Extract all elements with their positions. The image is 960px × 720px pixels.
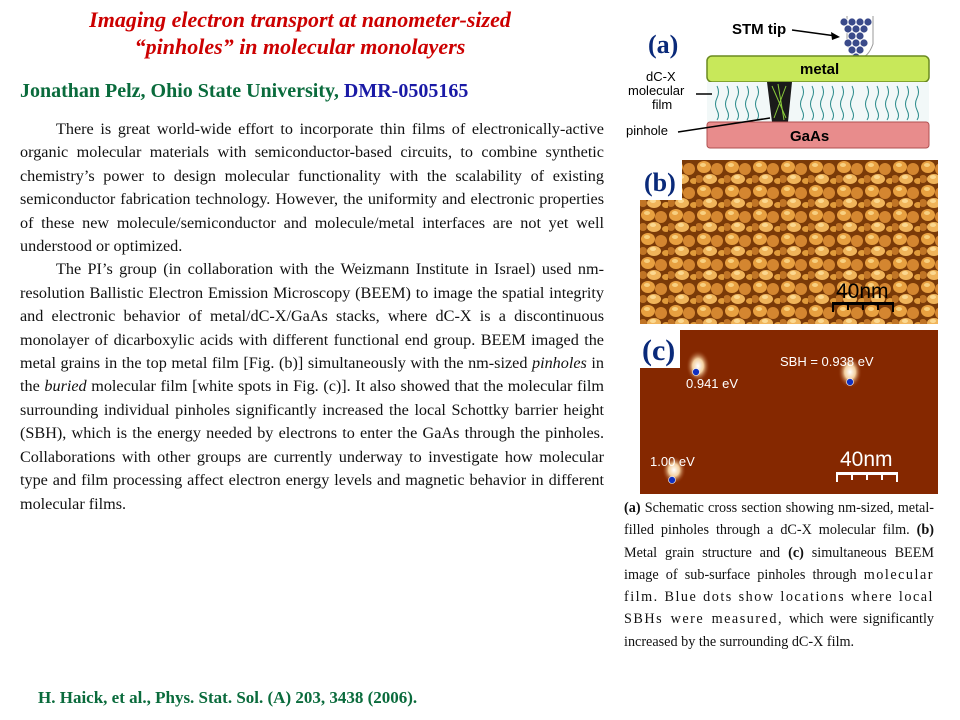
metal-grain-texture xyxy=(640,160,938,324)
caption-text-a: Schematic cross section showing nm-sized, metal-filled pinholes through a dC-X molecular film. xyxy=(624,500,934,539)
sbh-prefix: SBH = xyxy=(780,354,822,369)
body-text xyxy=(20,118,604,516)
sbh-value: 0.938 eV xyxy=(821,354,874,369)
p2-buried: buried xyxy=(44,377,87,396)
panel-a-schematic xyxy=(612,14,942,154)
scale-label-b: 40nm xyxy=(836,280,889,303)
panel-b-label: (b) xyxy=(644,168,676,197)
film-label-line-1: dC-X xyxy=(646,69,676,84)
panel-a-label: (a) xyxy=(648,30,679,59)
film-label-line-3: film xyxy=(652,97,673,112)
p2-text-a: The PI’s group (in collaboration with the Weizmann Institute in Israel) used nm-resolution Ballistic Electron Emission Microscopy (BEEM) to image the spatial integrity and electronic behavior of metal/dC-X/GaAs stacks, where dC-X is a discontinuous monolayer of dicarboxylic acids with different functional end group. BEEM imaged the metal grains in the top metal film [Fig. (b)] simultaneously with the nm-sized xyxy=(20,260,604,373)
caption-text-b: Metal grain structure and xyxy=(624,544,789,561)
title-line-2: “pinholes” in molecular monolayers xyxy=(134,34,466,59)
figure-caption xyxy=(624,497,934,653)
p2-pinholes: pinholes xyxy=(531,354,587,373)
author-line xyxy=(20,80,620,103)
caption-text-end: which were significantly increased by the surrounding dC-X film. xyxy=(624,611,935,650)
film-label-line-2: molecular xyxy=(628,83,685,98)
stm-tip-label: STM tip xyxy=(732,21,787,38)
metal-label: metal xyxy=(800,61,840,78)
author-name: Jonathan Pelz, Ohio State University, xyxy=(20,80,344,102)
caption-tag-a: (a) xyxy=(624,500,641,516)
gaas-label: GaAs xyxy=(790,128,830,145)
p2-text-c: molecular film [white spots in Fig. (c)]. It also showed that the molecular film surrounding individual pinholes significantly increased the local Schottky barrier height (SBH), which is the energy needed by electrons to enter the GaAs through the pinholes. Collaborations with other groups are currently underway to investigate how molecular type and film processing affect electron energy levels and magnetic behavior in different molecular films. xyxy=(20,377,604,513)
body-paragraph-2 xyxy=(20,258,604,515)
pinhole-label: pinhole xyxy=(626,123,668,138)
caption-text-spaced: molecular film. Blue dots show locations where local SBHs were measured, xyxy=(624,566,934,628)
reference-citation: H. Haick, et al., Phys. Stat. Sol. (A) 203, 3438 (2006). xyxy=(38,688,418,707)
p2-text-b: in the xyxy=(20,354,604,396)
scale-label-c: 40nm xyxy=(840,448,893,471)
sbh-marker-1 xyxy=(693,369,700,376)
body-paragraph-1: There is great world-wide effort to incorporate thin films of electronically-active organic molecular materials with semiconductor-based circuits, to combine synthetic chemistry’s power to design molecular functionality with the scalability of existing semiconductor fabrication technology. However, the uniformity and electronic properties of these new molecule/semiconductor and molecule/metal interfaces are not yet well understood or optimized. xyxy=(20,120,604,256)
caption-tag-c: (c) xyxy=(788,544,804,561)
sbh-marker-2 xyxy=(847,379,854,386)
svg-text:SBH = 0.938 eV xyxy=(780,354,874,369)
panel-c-image xyxy=(640,330,938,494)
spot-1-label: 0.941 eV xyxy=(686,376,739,391)
sbh-marker-3 xyxy=(669,477,676,484)
caption-tag-b: (b) xyxy=(916,522,934,539)
title-line-1: Imaging electron transport at nanometer-sized xyxy=(89,7,511,32)
slide-title xyxy=(0,6,600,60)
grant-number: DMR-0505165 xyxy=(343,80,469,102)
panel-c-label: (c) xyxy=(642,334,676,367)
panel-b-image xyxy=(640,160,938,324)
spot-2-label: 1.00 eV xyxy=(650,454,695,469)
caption-text-c: simultaneous BEEM image of sub-surface pinholes through xyxy=(624,544,934,583)
